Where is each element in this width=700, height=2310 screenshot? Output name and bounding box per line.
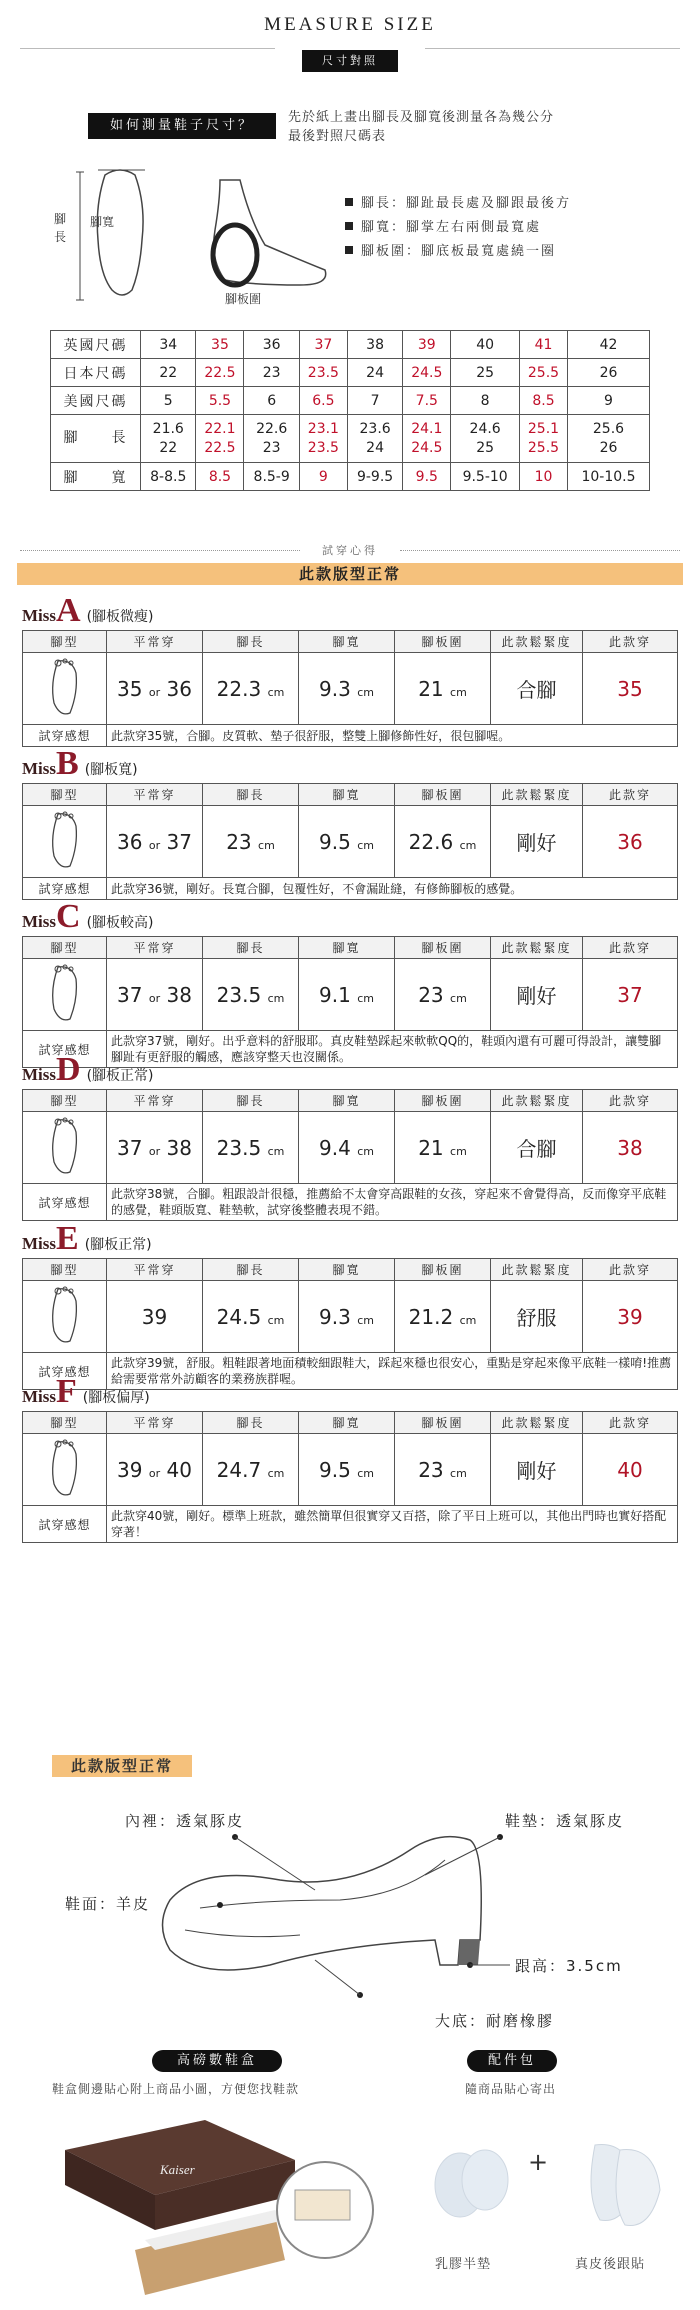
how-to-measure-text <box>288 108 554 146</box>
foot-length: 23.5 cm <box>203 1112 299 1184</box>
recommended-size: 38 <box>583 1112 678 1184</box>
title-divider-left <box>20 48 275 49</box>
model-fit-table <box>22 1089 678 1221</box>
size-row <box>51 331 650 359</box>
column-header: 腳型 <box>23 784 107 806</box>
size-cell: 25 <box>451 359 520 387</box>
column-header: 腳長 <box>203 631 299 653</box>
column-header: 腳板圍 <box>395 937 491 959</box>
size-cell: 9 <box>299 463 347 491</box>
shoebox-caption: 鞋盒側邊貼心附上商品小圖，方便您找鞋款 <box>52 2082 300 2096</box>
foot-shape <box>23 959 107 1031</box>
size-cell: 10 <box>520 463 568 491</box>
model-heading: MissF (腳板偏厚) <box>22 1373 150 1410</box>
column-header: 腳寬 <box>299 1090 395 1112</box>
accessory-pill: 配件包 <box>467 2050 557 2072</box>
outsole-label: 大底：耐磨橡膠 <box>435 2012 555 2030</box>
usual-size: 39 <box>107 1281 203 1353</box>
upper-label: 鞋面：羊皮 <box>65 1895 151 1913</box>
foot-shape <box>23 653 107 725</box>
size-cell: 24.1 24.5 <box>403 415 451 463</box>
recommended-size: 39 <box>583 1281 678 1353</box>
latex-half-pad-label: 乳膠半墊 <box>435 2257 492 2272</box>
foot-shape <box>23 1434 107 1506</box>
foot-girth: 23 cm <box>395 1434 491 1506</box>
model-heading: MissB (腳板寬) <box>22 745 138 782</box>
column-header: 平常穿 <box>107 1259 203 1281</box>
size-cell: 22.6 23 <box>244 415 299 463</box>
column-header: 腳長 <box>203 1259 299 1281</box>
foot-girth: 21 cm <box>395 653 491 725</box>
feedback-text: 此款穿36號，剛好。長寬合腳，包覆性好，不會漏趾縫，有修飾腳板的感覺。 <box>107 878 678 900</box>
size-cell: 9.5-10 <box>451 463 520 491</box>
how-line-1: 先於紙上畫出腳長及腳寬後測量各為幾公分 <box>288 110 555 125</box>
size-cell: 6 <box>244 387 299 415</box>
recommended-size: 35 <box>583 653 678 725</box>
foot-measure-diagram <box>50 160 340 310</box>
foot-length: 23 cm <box>203 806 299 878</box>
column-header: 此款穿 <box>583 631 678 653</box>
foot-width: 9.4 cm <box>299 1112 395 1184</box>
foot-width: 9.5 cm <box>299 1434 395 1506</box>
shoe-banner: 此款版型正常 <box>52 1755 192 1777</box>
size-cell: 24 <box>347 359 402 387</box>
size-cell: 23.5 <box>299 359 347 387</box>
leather-heel-pad-label: 真皮後跟貼 <box>575 2257 646 2272</box>
measure-bullets <box>345 192 571 264</box>
column-header: 腳長 <box>203 784 299 806</box>
size-cell: 25.6 26 <box>567 415 649 463</box>
heel-height-label: 跟高：3.5cm <box>515 1957 623 1975</box>
trial-section-title: 試穿心得 <box>322 544 378 557</box>
model-fit-table <box>22 1258 678 1390</box>
size-row <box>51 415 650 463</box>
feedback-text: 此款穿35號，合腳。皮質軟、墊子很舒服，整雙上腳修飾性好，很包腳喔。 <box>107 725 678 747</box>
recommended-size: 36 <box>583 806 678 878</box>
column-header: 此款穿 <box>583 1412 678 1434</box>
column-header: 平常穿 <box>107 631 203 653</box>
usual-size: 36 or 37 <box>107 806 203 878</box>
feedback-label: 試穿感想 <box>23 1031 107 1068</box>
foot-sketch <box>30 1112 100 1178</box>
size-row <box>51 387 650 415</box>
foot-length: 24.7 cm <box>203 1434 299 1506</box>
column-header: 腳板圍 <box>395 1412 491 1434</box>
column-header: 此款鬆緊度 <box>491 631 583 653</box>
size-cell: 34 <box>141 331 196 359</box>
column-header: 腳長 <box>203 1090 299 1112</box>
feedback-text: 此款穿40號，剛好。標準上班款，雖然簡單但很實穿又百搭，除了平日上班可以，其他出門時也實好搭配穿著！ <box>107 1506 678 1543</box>
foot-girth: 23 cm <box>395 959 491 1031</box>
recommended-size: 37 <box>583 959 678 1031</box>
bullet-girth: 腳板圍：腳底板最寬處繞一圈 <box>345 240 571 264</box>
foot-shape <box>23 1112 107 1184</box>
size-row-label: 英國尺碼 <box>51 331 141 359</box>
accessory-image <box>420 2125 680 2235</box>
size-cell: 35 <box>196 331 244 359</box>
bullet-length: 腳長：腳趾最長處及腳跟最後方 <box>345 192 571 216</box>
size-cell: 23.6 24 <box>347 415 402 463</box>
fit-tightness: 合腳 <box>491 1112 583 1184</box>
column-header: 此款穿 <box>583 784 678 806</box>
feedback-label: 試穿感想 <box>23 1353 107 1390</box>
shoebox-image <box>55 2110 375 2300</box>
size-cell: 22.1 22.5 <box>196 415 244 463</box>
size-cell: 10-10.5 <box>567 463 649 491</box>
size-cell: 23.1 23.5 <box>299 415 347 463</box>
size-row <box>51 463 650 491</box>
column-header: 此款鬆緊度 <box>491 784 583 806</box>
column-header: 平常穿 <box>107 1412 203 1434</box>
column-header: 此款鬆緊度 <box>491 1259 583 1281</box>
feedback-label: 試穿感想 <box>23 878 107 900</box>
usual-size: 37 or 38 <box>107 1112 203 1184</box>
column-header: 平常穿 <box>107 1090 203 1112</box>
size-cell: 24.5 <box>403 359 451 387</box>
column-header: 此款鬆緊度 <box>491 1412 583 1434</box>
size-row <box>51 359 650 387</box>
feedback-label: 試穿感想 <box>23 725 107 747</box>
subtitle-pill: 尺寸對照 <box>302 50 398 72</box>
foot-girth: 21.2 cm <box>395 1281 491 1353</box>
foot-sketch <box>30 653 100 719</box>
column-header: 腳寬 <box>299 784 395 806</box>
shoebox-brand: Kaiser <box>160 2162 195 2177</box>
size-cell: 9-9.5 <box>347 463 402 491</box>
column-header: 平常穿 <box>107 784 203 806</box>
foot-width: 9.3 cm <box>299 1281 395 1353</box>
feedback-text: 此款穿39號，舒服。粗鞋跟著地面積較細跟鞋大，踩起來穩也很安心，重點是穿起來像平底鞋一樣唷!推薦給需要常常外訪顧客的業務族群喔。 <box>107 1353 678 1390</box>
column-header: 腳型 <box>23 1259 107 1281</box>
column-header: 腳寬 <box>299 1412 395 1434</box>
recommended-size: 40 <box>583 1434 678 1506</box>
size-cell: 26 <box>567 359 649 387</box>
feedback-label: 試穿感想 <box>23 1506 107 1543</box>
column-header: 腳寬 <box>299 1259 395 1281</box>
column-header: 腳型 <box>23 631 107 653</box>
foot-girth: 21 cm <box>395 1112 491 1184</box>
column-header: 此款穿 <box>583 937 678 959</box>
feedback-text: 此款穿37號，剛好。出乎意料的舒服耶。真皮鞋墊踩起來軟軟QQ的，鞋頭內還有可麗可得設計，讓雙腳腳趾有更舒服的觸感，應該穿整天也沒關係。 <box>107 1031 678 1068</box>
foot-width: 9.3 cm <box>299 653 395 725</box>
size-row-label: 日本尺碼 <box>51 359 141 387</box>
model-heading: MissE (腳板正常) <box>22 1220 152 1257</box>
foot-girth: 22.6 cm <box>395 806 491 878</box>
fit-banner: 此款版型正常 <box>17 563 683 585</box>
size-cell: 22.5 <box>196 359 244 387</box>
model-heading: MissC (腳板較高) <box>22 898 154 935</box>
model-fit-table <box>22 936 678 1068</box>
usual-size: 37 or 38 <box>107 959 203 1031</box>
column-header: 腳型 <box>23 1412 107 1434</box>
size-cell: 23 <box>244 359 299 387</box>
column-header: 腳板圍 <box>395 631 491 653</box>
fit-tightness: 剛好 <box>491 1434 583 1506</box>
size-row-label: 腳 寬 <box>51 463 141 491</box>
model-fit-table <box>22 1411 678 1543</box>
size-cell: 22 <box>141 359 196 387</box>
fit-tightness: 合腳 <box>491 653 583 725</box>
foot-sketch <box>30 959 100 1025</box>
size-cell: 21.6 22 <box>141 415 196 463</box>
model-heading: MissA (腳板微瘦) <box>22 592 154 629</box>
column-header: 此款鬆緊度 <box>491 1090 583 1112</box>
shoebox-pill: 高磅數鞋盒 <box>152 2050 282 2072</box>
column-header: 腳型 <box>23 1090 107 1112</box>
foot-length: 22.3 cm <box>203 653 299 725</box>
size-cell: 8.5 <box>196 463 244 491</box>
column-header: 腳寬 <box>299 631 395 653</box>
feedback-text: 此款穿38號，合腳。粗跟設計很穩，推薦給不太會穿高跟鞋的女孩，穿起來不會覺得高，反而像穿平底鞋的感覺，鞋頭版寬、鞋墊軟，試穿後整體表現不錯。 <box>107 1184 678 1221</box>
size-chart-table <box>50 330 650 491</box>
size-cell: 5 <box>141 387 196 415</box>
foot-sketch <box>30 806 100 872</box>
size-cell: 8-8.5 <box>141 463 196 491</box>
foot-shape <box>23 1281 107 1353</box>
size-cell: 41 <box>520 331 568 359</box>
size-cell: 9.5 <box>403 463 451 491</box>
fit-tightness: 舒服 <box>491 1281 583 1353</box>
size-cell: 25.1 25.5 <box>520 415 568 463</box>
column-header: 腳板圍 <box>395 1259 491 1281</box>
plus-sign: + <box>528 2148 549 2176</box>
size-cell: 25.5 <box>520 359 568 387</box>
size-cell: 39 <box>403 331 451 359</box>
insole-label: 鞋墊：透氣豚皮 <box>505 1812 625 1830</box>
bullet-width: 腳寬：腳掌左右兩側最寬處 <box>345 216 571 240</box>
foot-shape <box>23 806 107 878</box>
size-cell: 7.5 <box>403 387 451 415</box>
foot-sketch <box>30 1434 100 1500</box>
foot-length-label: 腳長 <box>54 212 67 244</box>
size-row-label: 腳 長 <box>51 415 141 463</box>
model-heading: MissD (腳板正常) <box>22 1051 154 1088</box>
foot-width: 9.1 cm <box>299 959 395 1031</box>
foot-width-label: 腳寬 <box>90 215 115 229</box>
foot-girth-label: 腳板圍 <box>225 292 262 306</box>
column-header: 平常穿 <box>107 937 203 959</box>
column-header: 此款穿 <box>583 1259 678 1281</box>
title-divider-right <box>425 48 680 49</box>
column-header: 腳板圍 <box>395 1090 491 1112</box>
size-cell: 24.6 25 <box>451 415 520 463</box>
column-header: 此款穿 <box>583 1090 678 1112</box>
inner-lining-label: 內裡：透氣豚皮 <box>125 1812 245 1830</box>
size-cell: 8.5-9 <box>244 463 299 491</box>
size-row-label: 美國尺碼 <box>51 387 141 415</box>
foot-length: 24.5 cm <box>203 1281 299 1353</box>
how-line-2: 最後對照尺碼表 <box>288 129 387 144</box>
how-to-measure-label: 如何測量鞋子尺寸？ <box>88 113 276 139</box>
usual-size: 35 or 36 <box>107 653 203 725</box>
foot-length: 23.5 cm <box>203 959 299 1031</box>
size-cell: 42 <box>567 331 649 359</box>
size-cell: 36 <box>244 331 299 359</box>
size-cell: 37 <box>299 331 347 359</box>
page-title: MEASURE SIZE <box>264 14 436 35</box>
fit-tightness: 剛好 <box>491 959 583 1031</box>
foot-width: 9.5 cm <box>299 806 395 878</box>
column-header: 腳長 <box>203 937 299 959</box>
model-fit-table <box>22 630 678 747</box>
size-cell: 6.5 <box>299 387 347 415</box>
column-header: 腳板圍 <box>395 784 491 806</box>
column-header: 腳型 <box>23 937 107 959</box>
usual-size: 39 or 40 <box>107 1434 203 1506</box>
accessory-caption: 隨商品貼心寄出 <box>465 2082 557 2096</box>
size-cell: 5.5 <box>196 387 244 415</box>
column-header: 腳寬 <box>299 937 395 959</box>
fit-tightness: 剛好 <box>491 806 583 878</box>
size-cell: 38 <box>347 331 402 359</box>
model-fit-table <box>22 783 678 900</box>
size-cell: 9 <box>567 387 649 415</box>
size-cell: 40 <box>451 331 520 359</box>
size-cell: 8 <box>451 387 520 415</box>
size-cell: 8.5 <box>520 387 568 415</box>
size-cell: 7 <box>347 387 402 415</box>
feedback-label: 試穿感想 <box>23 1184 107 1221</box>
column-header: 腳長 <box>203 1412 299 1434</box>
column-header: 此款鬆緊度 <box>491 937 583 959</box>
foot-sketch <box>30 1281 100 1347</box>
